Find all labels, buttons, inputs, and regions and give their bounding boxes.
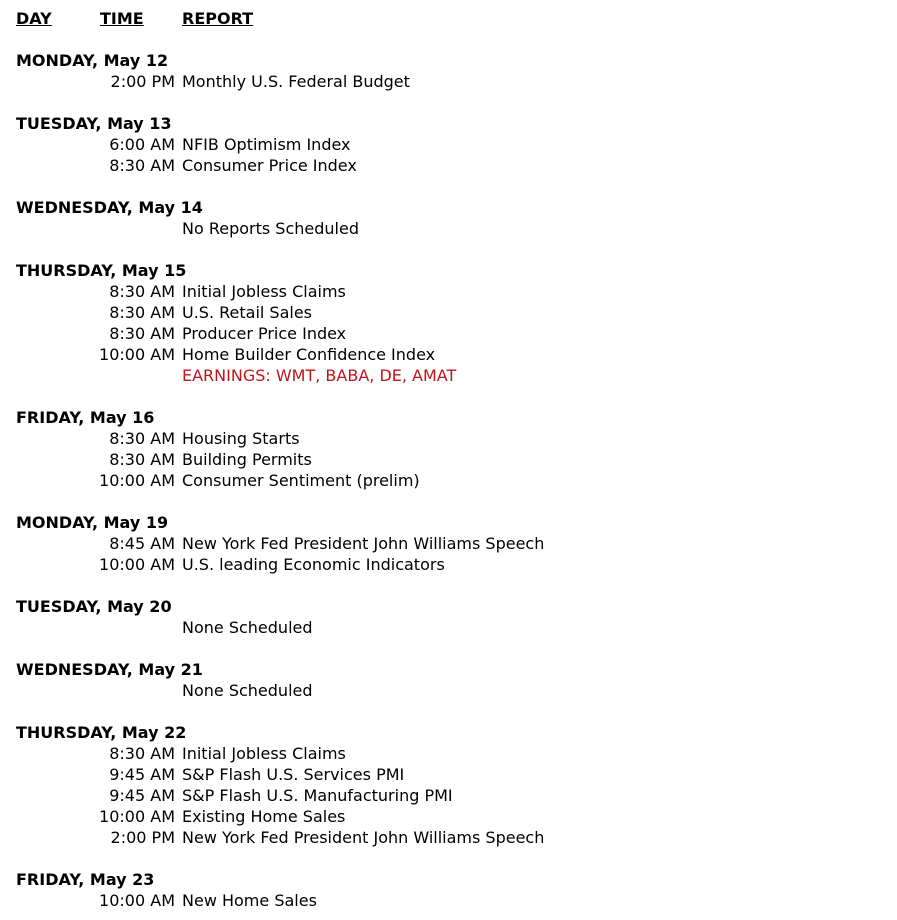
event-time: 8:30 AM [109, 324, 175, 343]
event-report: Consumer Sentiment (prelim) [182, 471, 420, 490]
event-time: 8:45 AM [109, 534, 175, 553]
event-time: 10:00 AM [99, 555, 175, 574]
event-row [16, 155, 876, 176]
day-heading: WEDNESDAY, May 14 [16, 198, 203, 217]
event-report: Monthly U.S. Federal Budget [182, 72, 410, 91]
event-report: Building Permits [182, 450, 312, 469]
event-time: 8:30 AM [109, 282, 175, 301]
event-report: Producer Price Index [182, 324, 347, 343]
day-group-wednesday-may-14 [16, 197, 876, 239]
column-header-row [16, 8, 876, 29]
event-report: Housing Starts [182, 429, 300, 448]
day-group-monday-may-19 [16, 512, 876, 575]
day-group-friday-may-23 [16, 869, 876, 911]
day-heading: TUESDAY, May 13 [16, 114, 172, 133]
event-row [16, 302, 876, 323]
event-row [16, 764, 876, 785]
event-report: NFIB Optimism Index [182, 135, 351, 154]
earnings-row [16, 365, 876, 386]
spacer [16, 491, 876, 512]
event-row [16, 827, 876, 848]
event-row [16, 449, 876, 470]
event-time: 9:45 AM [109, 786, 175, 805]
event-report: S&P Flash U.S. Manufacturing PMI [182, 786, 453, 805]
event-time: 8:30 AM [109, 450, 175, 469]
event-report: Home Builder Confidence Index [182, 345, 436, 364]
event-row [16, 344, 876, 365]
spacer [16, 848, 876, 869]
event-row [16, 617, 876, 638]
day-group-friday-may-16 [16, 407, 876, 491]
event-time: 2:00 PM [110, 828, 175, 847]
event-report: New Home Sales [182, 891, 317, 910]
day-group-thursday-may-15 [16, 260, 876, 386]
day-group-tuesday-may-13 [16, 113, 876, 176]
event-time: 10:00 AM [99, 345, 175, 364]
event-report: Existing Home Sales [182, 807, 346, 826]
event-report: U.S. leading Economic Indicators [182, 555, 445, 574]
day-heading: TUESDAY, May 20 [16, 597, 172, 616]
event-report: Initial Jobless Claims [182, 282, 346, 301]
event-row [16, 554, 876, 575]
event-time: 2:00 PM [110, 72, 175, 91]
economic-calendar [16, 8, 876, 911]
spacer [16, 575, 876, 596]
event-report: None Scheduled [182, 681, 313, 700]
spacer [16, 701, 876, 722]
event-row [16, 71, 876, 92]
day-heading: MONDAY, May 12 [16, 51, 169, 70]
event-row [16, 323, 876, 344]
event-row [16, 281, 876, 302]
event-row [16, 743, 876, 764]
event-report: Consumer Price Index [182, 156, 357, 175]
event-row [16, 890, 876, 911]
event-row [16, 785, 876, 806]
day-heading: THURSDAY, May 22 [16, 723, 187, 742]
event-time: 10:00 AM [99, 807, 175, 826]
event-time: 8:30 AM [109, 156, 175, 175]
spacer [16, 29, 876, 50]
event-report: Initial Jobless Claims [182, 744, 346, 763]
spacer [16, 176, 876, 197]
event-time: 10:00 AM [99, 471, 175, 490]
event-row [16, 428, 876, 449]
event-row [16, 218, 876, 239]
report-column-header: REPORT [182, 9, 254, 28]
event-time: 10:00 AM [99, 891, 175, 910]
day-heading: WEDNESDAY, May 21 [16, 660, 203, 679]
spacer [16, 386, 876, 407]
day-group-tuesday-may-20 [16, 596, 876, 638]
event-row [16, 470, 876, 491]
day-heading: THURSDAY, May 15 [16, 261, 187, 280]
day-column-header: DAY [16, 9, 52, 28]
day-heading: FRIDAY, May 16 [16, 408, 155, 427]
event-time: 9:45 AM [109, 765, 175, 784]
earnings-note: EARNINGS: WMT, BABA, DE, AMAT [182, 366, 457, 385]
event-row [16, 806, 876, 827]
day-group-wednesday-may-21 [16, 659, 876, 701]
event-report: New York Fed President John Williams Speech [182, 534, 545, 553]
event-report: S&P Flash U.S. Services PMI [182, 765, 405, 784]
time-column-header: TIME [100, 9, 144, 28]
spacer [16, 92, 876, 113]
event-time: 8:30 AM [109, 744, 175, 763]
day-heading: FRIDAY, May 23 [16, 870, 155, 889]
event-row [16, 680, 876, 701]
day-group-monday-may-12 [16, 50, 876, 92]
schedule-list [16, 50, 876, 911]
event-report: No Reports Scheduled [182, 219, 359, 238]
event-report: New York Fed President John Williams Speech [182, 828, 545, 847]
event-row [16, 533, 876, 554]
event-time: 8:30 AM [109, 303, 175, 322]
event-report: None Scheduled [182, 618, 313, 637]
event-time: 6:00 AM [109, 135, 175, 154]
spacer [16, 638, 876, 659]
event-report: U.S. Retail Sales [182, 303, 313, 322]
event-time: 8:30 AM [109, 429, 175, 448]
event-row [16, 134, 876, 155]
day-heading: MONDAY, May 19 [16, 513, 169, 532]
day-group-thursday-may-22 [16, 722, 876, 848]
spacer [16, 239, 876, 260]
